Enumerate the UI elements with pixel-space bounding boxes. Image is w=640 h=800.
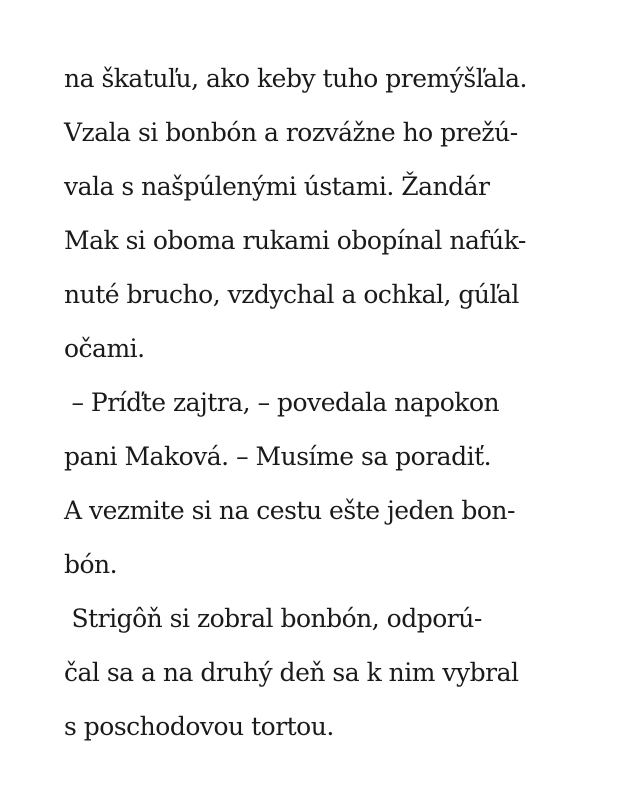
text-line: očami. [64, 334, 145, 363]
text-line: pani Maková. – Musíme sa poradiť. [64, 442, 492, 471]
page-text [64, 52, 624, 754]
text-line: nuté brucho, vzdychal a ochkal, gúľal [64, 280, 519, 309]
text-line: na škatuľu, ako keby tuho premýšľala. [64, 64, 527, 93]
text-line: A vezmite si na cestu ešte jeden bon- [64, 496, 515, 525]
text-line: bón. [64, 550, 118, 579]
text-line: Mak si oboma rukami obopínal nafúk- [64, 226, 526, 255]
text-line: Vzala si bonbón a rozvážne ho prežú- [64, 118, 518, 147]
text-line: čal sa a na druhý deň sa k nim vybral [64, 658, 519, 687]
text-line: s poschodovou tortou. [64, 712, 334, 741]
text-line: – Príďte zajtra, – povedala napokon [64, 388, 500, 417]
text-line: vala s našpúlenými ústami. Žandár [64, 172, 490, 201]
text-line: Strigôň si zobral bonbón, odporú- [64, 604, 482, 633]
